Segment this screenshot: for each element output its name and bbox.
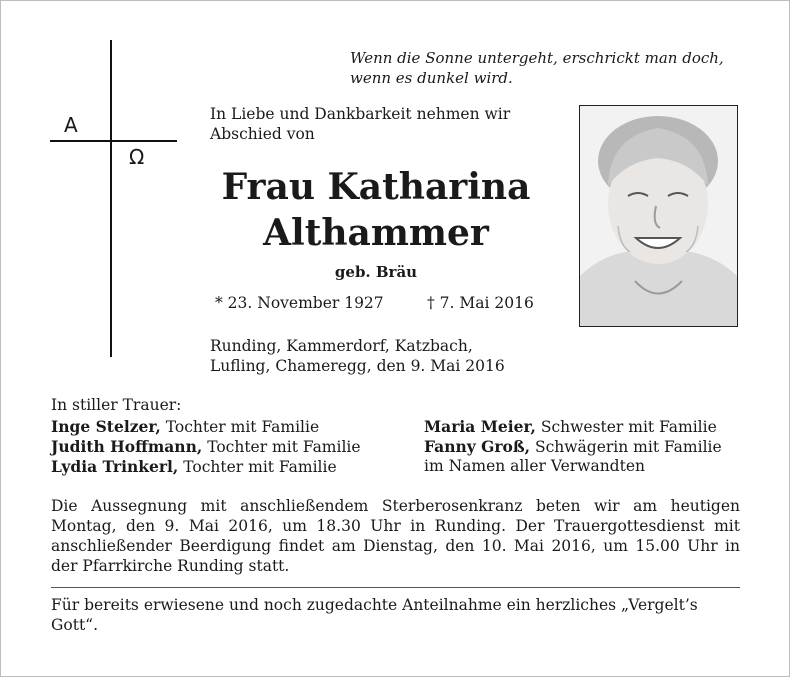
mourners-right-column	[424, 417, 754, 476]
mourner-relation: Schwägerin mit Familie	[535, 438, 722, 456]
mourner-name: Maria Meier,	[424, 417, 536, 436]
mourner-entry	[51, 457, 411, 477]
motto-line-1: Wenn die Sonne untergeht, erschrickt man doch,	[350, 49, 724, 67]
deceased-name-line-2: Althammer	[263, 212, 489, 254]
mourner-relation: Tochter mit Familie	[207, 438, 361, 456]
service-announcement: Die Aussegnung mit anschließendem Sterberosenkranz beten wir am heutigen Montag, den 9. Mai 2016, um 18.30 Uhr in Runding. Der Trauergottesdienst mit anschließender Beerdigung findet am Dienstag, den 10. Mai 2016, um 15.00 Uhr in der Pfarrkirche Runding statt.	[51, 497, 740, 575]
thanks-note: Für bereits erwiesene und noch zugedachte Anteilnahme ein herzliches „Vergelt’s Gott“.	[51, 596, 698, 634]
place-line-2: Lufling, Chameregg, den 9. Mai 2016	[210, 357, 505, 375]
alpha-symbol: A	[64, 113, 78, 137]
mourner-relation: Tochter mit Familie	[183, 458, 337, 476]
portrait-photo	[579, 105, 738, 327]
mourners-left-column	[51, 417, 411, 477]
mourner-relation: im Namen aller Verwandten	[424, 457, 645, 475]
death-date: † 7. Mai 2016	[427, 294, 534, 312]
cross-horizontal-bar	[50, 140, 177, 142]
cross-vertical-bar	[110, 40, 112, 357]
mourning-title: In stiller Trauer:	[51, 396, 182, 414]
mourner-name: Inge Stelzer,	[51, 417, 161, 436]
intro-line-2: Abschied von	[210, 125, 315, 143]
motto-line-2: wenn es dunkel wird.	[350, 69, 513, 87]
deceased-name	[196, 164, 556, 256]
place-and-date	[210, 336, 570, 376]
mourner-entry	[51, 417, 411, 437]
mourner-relation: Schwester mit Familie	[540, 418, 717, 436]
mourner-entry	[424, 417, 754, 437]
mourner-name: Judith Hoffmann,	[51, 437, 203, 456]
mourner-entry	[51, 437, 411, 457]
mourner-entry	[424, 457, 754, 476]
birth-name: geb. Bräu	[334, 263, 418, 281]
intro-text	[210, 104, 560, 144]
mourner-relation: Tochter mit Familie	[165, 418, 320, 436]
mourner-name: Fanny Groß,	[424, 437, 531, 456]
birth-date: * 23. November 1927	[215, 294, 384, 312]
mourner-name: Lydia Trinkerl,	[51, 457, 179, 476]
omega-symbol: Ω	[129, 145, 145, 169]
portrait-illustration	[580, 106, 737, 326]
mourner-entry	[424, 437, 754, 457]
intro-line-1: In Liebe und Dankbarkeit nehmen wir	[210, 105, 511, 123]
motto	[350, 48, 750, 88]
deceased-name-line-1: Frau Katharina	[221, 166, 531, 208]
divider-line	[51, 587, 740, 588]
place-line-1: Runding, Kammerdorf, Katzbach,	[210, 337, 473, 355]
